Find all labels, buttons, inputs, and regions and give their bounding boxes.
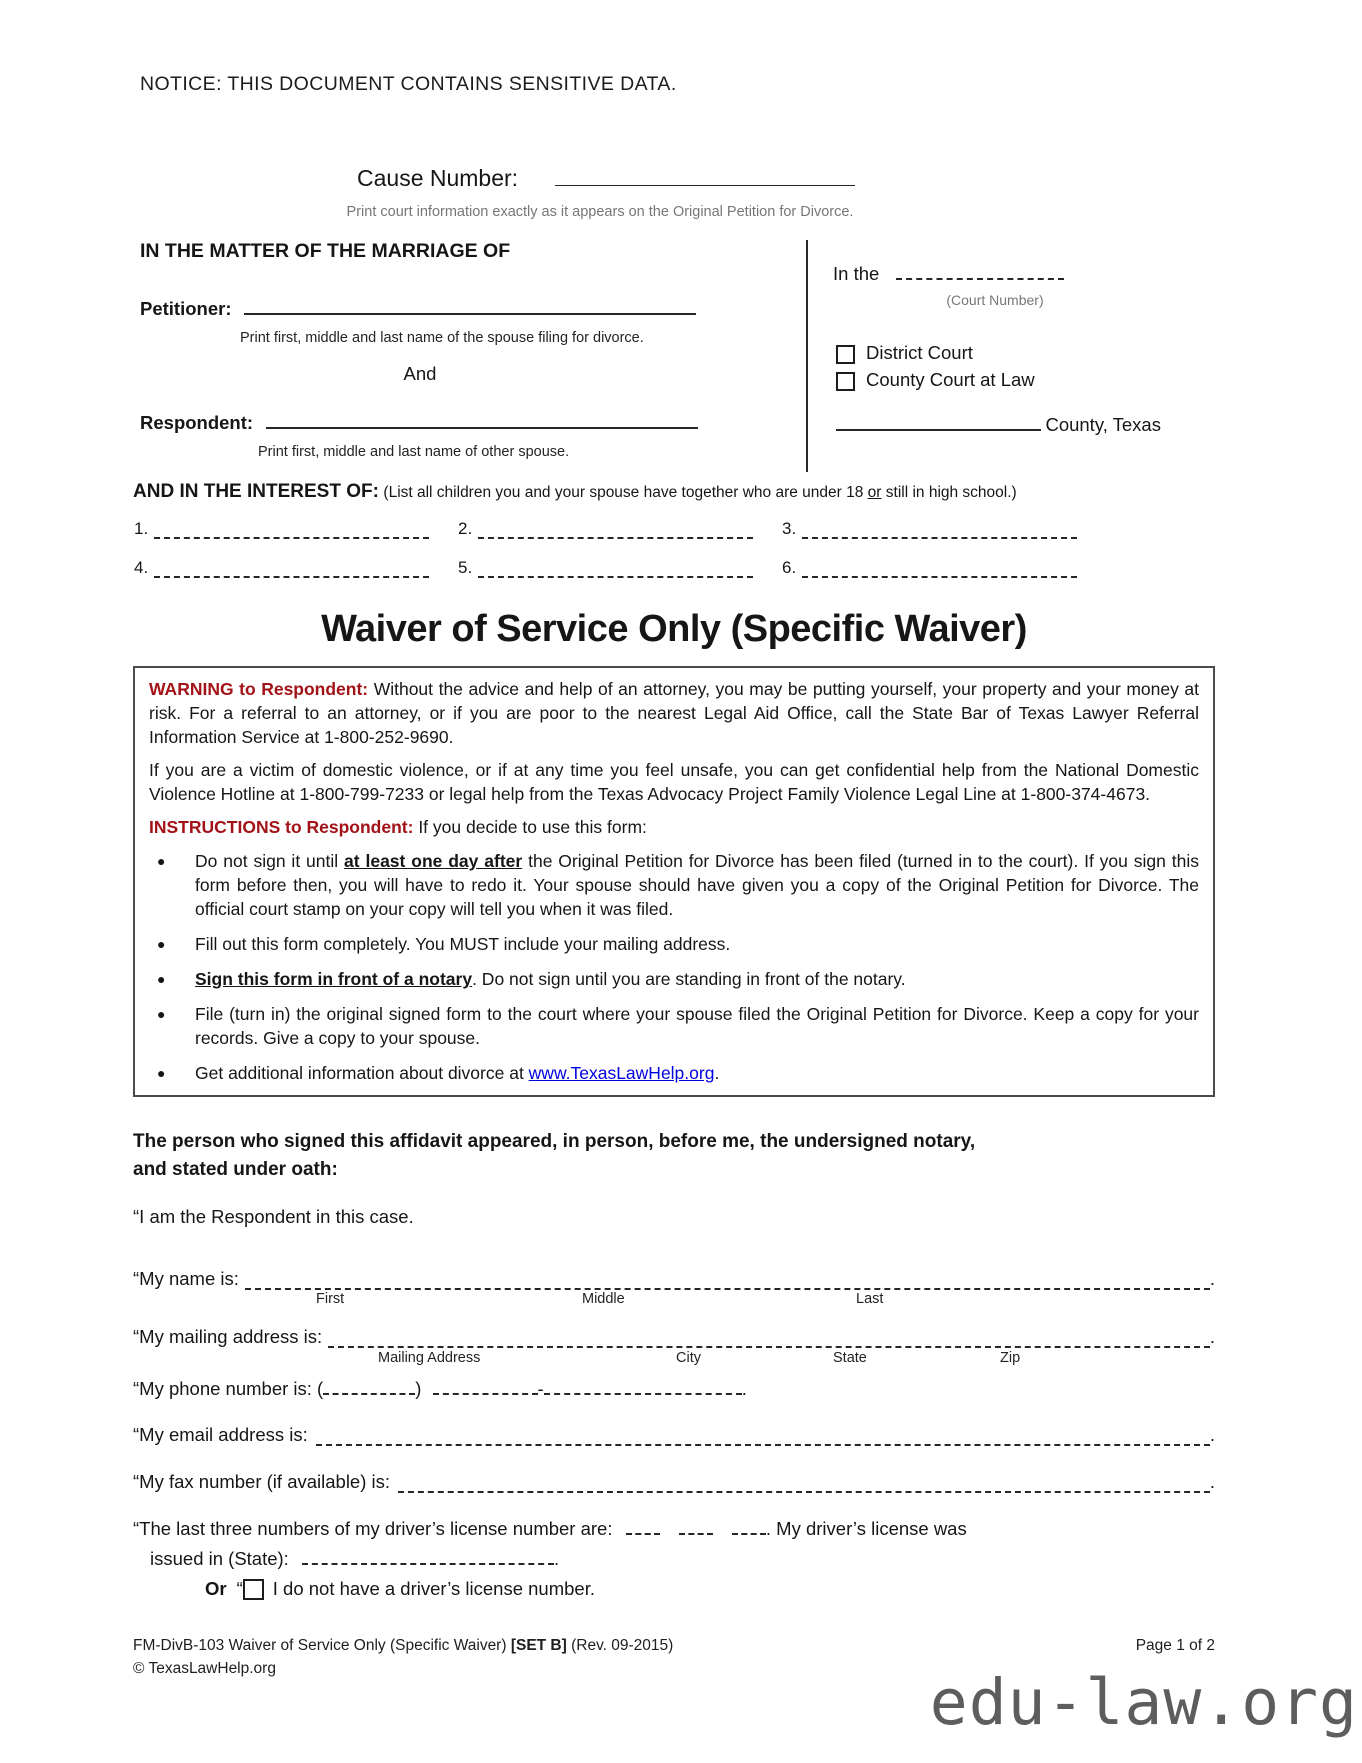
child-4-field[interactable] [154, 562, 429, 578]
sensitive-data-notice: NOTICE: THIS DOCUMENT CONTAINS SENSITIVE DATA. [140, 73, 677, 95]
respondent-name-field[interactable] [266, 413, 698, 429]
bullet-icon: ● [157, 853, 166, 869]
phone-label: “My phone number is: ( [133, 1378, 324, 1399]
dl-digit-field-1[interactable] [626, 1519, 660, 1535]
cause-number-label: Cause Number: [357, 165, 519, 191]
county-court-checkbox[interactable] [836, 372, 855, 391]
instruction-item-5: ● Get additional information about divorce at www.TexasLawHelp.org. [157, 1063, 720, 1083]
violence-paragraph: If you are a victim of domestic violence, or if at any time you feel unsafe, you can get confidential help from the National Domestic Violence Hotline at 1-800-799-7233 or legal help from the Texas Advocacy Project Family Violence Legal Line at 1-800-374-4673. [149, 760, 1199, 804]
instruction-item-4: ● File (turn in) the original signed form to the court where your spouse filed the Original Petition for Divorce. Keep a copy for your records. Give a copy to your spouse. [157, 1004, 1199, 1048]
county-name-field[interactable] [836, 415, 1041, 431]
district-court-label: District Court [866, 342, 973, 363]
mailing-sub-state: State [833, 1350, 867, 1366]
dl-state-field[interactable] [302, 1549, 554, 1565]
marriage-heading: IN THE MATTER OF THE MARRIAGE OF [140, 240, 511, 262]
instructions-list [149, 849, 1199, 1085]
no-dl-label: I do not have a driver’s license number. [272, 1578, 595, 1599]
interest-heading: AND IN THE INTEREST OF: [133, 481, 379, 502]
instruction-item-2: ● Fill out this form completely. You MUST include your mailing address. [157, 934, 731, 954]
child-4-row: 4. [134, 558, 429, 578]
email-label: “My email address is: [133, 1424, 308, 1445]
email-field[interactable] [316, 1430, 1210, 1446]
child-6-field[interactable] [802, 562, 1077, 578]
child-3-row: 3. [782, 519, 1077, 539]
child-5-field[interactable] [478, 562, 753, 578]
name-sub-middle: Middle [582, 1291, 625, 1307]
court-number-field[interactable] [896, 264, 1064, 280]
footer-form-id: FM-DivB-103 Waiver of Service Only (Specific Waiver) [SET B] (Rev. 09-2015) [133, 1637, 674, 1654]
phone-prefix-field[interactable] [433, 1379, 538, 1395]
child-1-row: 1. [134, 519, 429, 539]
i-am-respondent-text: “I am the Respondent in this case. [133, 1206, 414, 1227]
form-title: Waiver of Service Only (Specific Waiver) [321, 608, 1027, 650]
bullet-icon: ● [157, 936, 166, 952]
column-divider [806, 240, 808, 472]
or-label: Or [205, 1578, 227, 1599]
footer-copyright: © TexasLawHelp.org [133, 1660, 276, 1677]
dl-numbers-label: “The last three numbers of my driver’s license number are: [133, 1518, 613, 1539]
county-texas-label: County, Texas [1045, 414, 1161, 435]
fax-label: “My fax number (if available) is: [133, 1471, 391, 1492]
instruction-item-1: ● Do not sign it until at least one day after the Original Petition for Divorce has been filed (turned in to the court). If you sign this form before then, you will have to redo it. Your spouse should have given you a copy of the Original Petition for Divorce. The official court stamp on your copy will tell you when it was filed. [157, 851, 1199, 919]
mailing-address-label: “My mailing address is: [133, 1326, 323, 1347]
interest-note: (List all children you and your spouse have together who are under 18 or still in high school.) [383, 484, 1017, 501]
mailing-sub-city: City [676, 1350, 701, 1366]
respondent-caption: Print first, middle and last name of other spouse. [258, 444, 570, 460]
notary-heading: The person who signed this affidavit appeared, in person, before me, the undersigned notary, and stated under oath: [133, 1131, 976, 1180]
child-3-field[interactable] [802, 523, 1077, 539]
name-sub-first: First [316, 1291, 345, 1307]
respondent-label: Respondent: [140, 412, 254, 433]
mailing-sub-address: Mailing Address [378, 1350, 481, 1366]
petitioner-name-field[interactable] [244, 299, 696, 315]
page-number: Page 1 of 2 [1135, 1637, 1215, 1654]
open-quote: “ [236, 1578, 243, 1599]
petitioner-caption: Print first, middle and last name of the spouse filing for divorce. [240, 330, 644, 346]
dl-digit-field-2[interactable] [679, 1519, 713, 1535]
cause-number-field[interactable] [555, 171, 855, 186]
warning-paragraph: WARNING to Respondent: Without the advice and help of an attorney, you may be putting yourself, your property and your money at risk. For a referral to an attorney, or if you are poor to the nearest Legal Aid Office, call the State Bar of Texas Lawyer Referral Information Service at 1-800-252-9690. [149, 679, 1199, 747]
texaslawhelp-link[interactable]: www.TexasLawHelp.org [528, 1063, 715, 1083]
petitioner-label: Petitioner: [140, 298, 232, 319]
warning-box [133, 666, 1215, 1097]
bullet-icon: ● [157, 971, 166, 987]
child-2-row: 2. [458, 519, 753, 539]
and-label: And [403, 363, 437, 384]
child-1-field[interactable] [154, 523, 429, 539]
child-2-field[interactable] [478, 523, 753, 539]
dl-digit-field-3[interactable] [732, 1519, 766, 1535]
bullet-icon: ● [157, 1006, 166, 1022]
bullet-icon: ● [157, 1065, 166, 1081]
instructions-label: INSTRUCTIONS to Respondent: [149, 817, 414, 837]
document-page: NOTICE: THIS DOCUMENT CONTAINS SENSITIVE DATA. Cause Number: Print court information exactly as it appears on the Original Petition for Divorce. IN THE MATTER OF THE MARRIAGE OF Petitioner: Print first, middle and last name of the spouse filing for divorce. And Respondent: Print first, middle and last name of other spouse. In the (Court Number) District Court County Court at Law County, Texas AND IN THE INTEREST OF: (List all children you and your spouse have together who are under 18 or still in high school.) 1. 2. 3. 4. 5. 6. Waiver of Service Only (Specific Waiver) WARNING to Respondent: Without the advice and help of an attorney, you may be putting yourself, your property and your money at risk. For a referral to an attorney, or if you are poor to the nearest Legal Aid Office, call the State Bar of Texas Lawyer Referral Information Service at 1-800-252-9690. If you are a victim of domestic violence, or if at any time you feel unsafe, you can get confidential help from the National Domestic Violence Hotline at 1-800-799-7233 or legal help from the Texas Advocacy Project Family Violence Legal Line at 1-800-374-4673. INSTRUCTIONS to Respondent: If you decide to use this form: ● Do not sign it until at least one day after the Original Petition for Divorce has been filed (turned in to the court). If you sign this form before then, you will have to redo it. Your spouse should have given you a copy of the Original Petition for Divorce. The official court stamp on your copy will tell you when it was filed. ● Fill out this form completely. You MUST include your mailing address. ● Sign this form in front of a notary. Do not sign until you are standing in front of the notary. ● File (turn in) the original signed form to the court where your spouse filed the Original Petition for Divorce. Keep a copy for your records. Give a copy to your spouse. ● Get additional information about divorce at www.TexasLawHelp.org. The person who signed this affidavit appeared, in person, before me, the undersigned notary, and stated under oath: “I am the Respondent in this case. “My name is: . First Middle Last “My mailing address is: . Mailing Address City State Zip “My phone number is: ( ) - . “My email address is: . “My fax number (if available) is: . “The last three numbers of my driver’s license number are: . My driver’s license was issued in (State): . Or “ I do not have a driver’s license number. FM-DivB-103 Waiver of Service Only (Specific Waiver) [SET B] (Rev. 09-2015) © TexasLawHelp.org Page 1 of 2 edu-law.org [0, 0, 1362, 1763]
instructions-paragraph: INSTRUCTIONS to Respondent: If you decide to use this form: [149, 817, 647, 837]
name-field[interactable] [245, 1274, 1210, 1290]
mailing-sub-zip: Zip [1000, 1350, 1021, 1366]
name-label: “My name is: [133, 1268, 239, 1289]
warning-label: WARNING to Respondent: [149, 679, 369, 699]
cause-number-caption: Print court information exactly as it appears on the Original Petition for Divorce. [346, 204, 854, 220]
dl-state-label: issued in (State): [150, 1548, 289, 1569]
phone-area-field[interactable] [323, 1379, 415, 1395]
district-court-checkbox[interactable] [836, 345, 855, 364]
name-sub-last: Last [856, 1291, 884, 1307]
watermark: edu-law.org [929, 1666, 1358, 1739]
county-court-label: County Court at Law [866, 369, 1035, 390]
court-number-caption: (Court Number) [946, 292, 1044, 308]
fax-field[interactable] [398, 1477, 1210, 1493]
child-6-row: 6. [782, 558, 1077, 578]
in-the-label: In the [833, 263, 880, 284]
phone-line-field[interactable] [544, 1379, 742, 1395]
no-dl-checkbox[interactable] [243, 1579, 264, 1600]
mailing-address-field[interactable] [328, 1332, 1210, 1348]
instruction-item-3: ● Sign this form in front of a notary. Do not sign until you are standing in front of the notary. [157, 969, 906, 989]
child-5-row: 5. [458, 558, 753, 578]
